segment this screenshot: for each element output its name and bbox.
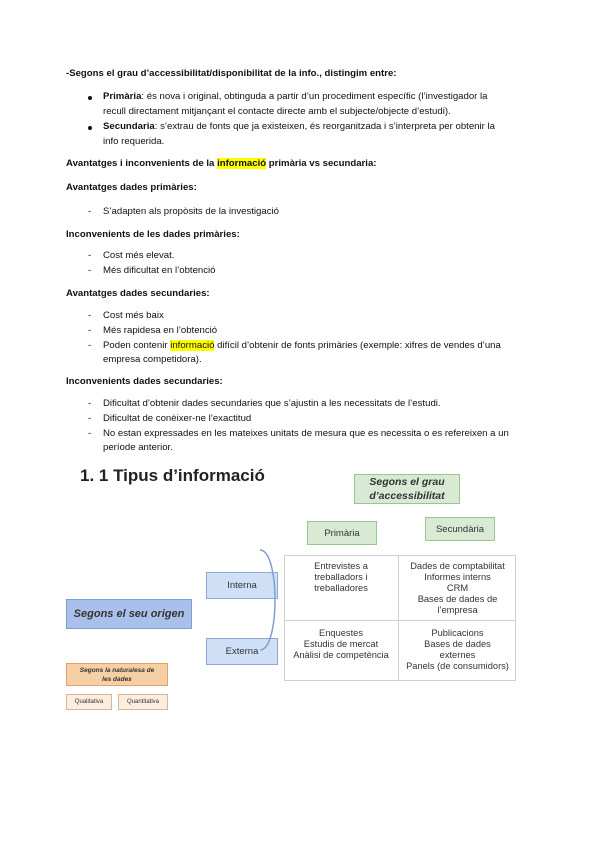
bullet-secundaria — [103, 120, 495, 134]
cell-line: Publicacions — [431, 628, 484, 638]
section-title-inc-sec: Inconvenients dades secundaries: — [66, 376, 223, 387]
list-item: Més rapidesa en l’obtenció — [103, 325, 218, 336]
diagram-title: 1. 1 Tipus d’informació — [80, 466, 265, 485]
dash: - — [88, 428, 92, 439]
dash: - — [88, 398, 92, 409]
cell-line: treballadors i — [314, 572, 368, 582]
primaria-desc: : és nova i original, obtinguda a partir d’un procediment específic (l’investigador la — [141, 91, 488, 102]
list-item: Dificultat d’obtenir dades secundaries que s’ajustin a les necessitats de l’estudi. — [103, 398, 441, 409]
section-title-inc-prim: Inconvenients de les dades primàries: — [66, 229, 240, 240]
secundaria-desc-2: info requerida. — [103, 136, 165, 147]
cell-line: CRM — [446, 583, 469, 593]
nature-box — [66, 663, 168, 686]
qualitativa-box: Qualitativa — [66, 694, 112, 710]
cell-line: Anàlisi de competència — [293, 650, 389, 660]
cell-line: Informes interns — [424, 572, 491, 582]
quantitativa-box: Quantitativa — [118, 694, 168, 710]
cell-line: Entrevistes a — [314, 561, 368, 571]
list-item: S’adapten als propòsits de la investigació — [103, 206, 279, 217]
secundaria-box: Secundària — [425, 517, 495, 541]
heading-before: Avantatges i inconvenients de la — [66, 158, 218, 169]
highlight-informacio: informació — [170, 340, 215, 351]
dash: - — [88, 413, 92, 424]
cell-externa-secundaria — [399, 628, 516, 672]
interna-box: Interna — [206, 572, 278, 599]
list-item: Més dificultat en l’obtenció — [103, 265, 216, 276]
cell-line: externes — [439, 650, 476, 660]
nature-line-1: Segons la naturalesa de — [79, 666, 155, 674]
cell-interna-primaria — [284, 561, 398, 594]
section-title-av-prim: Avantatges dades primàries: — [66, 182, 197, 193]
list-item: No estan expressades en les mateixes unitats de mesura que es necessita o es refereixen a un — [103, 428, 509, 439]
cell-line: Bases de dades — [424, 639, 491, 649]
nature-line-2: les dades — [102, 675, 132, 683]
cell-line: Enquestes — [319, 628, 363, 638]
cell-externa-primaria — [284, 628, 398, 661]
cell-line: treballadores — [314, 583, 368, 593]
section-title-av-sec: Avantatges dades secundaries: — [66, 288, 210, 299]
item-after: difícil d’obtenir de fonts primàries (exemple: xifres de vendes d’una — [214, 340, 501, 351]
heading-avantatges — [66, 157, 377, 171]
intro-text: -Segons el grau d’accessibilitat/disponibilitat de la info., distingim entre: — [66, 68, 397, 79]
externa-box: Externa — [206, 638, 278, 665]
term-secundaria: Secundaria — [103, 121, 155, 132]
list-item: Cost més elevat. — [103, 250, 175, 261]
cell-interna-secundaria — [399, 561, 516, 616]
term-primaria: Primària — [103, 91, 142, 102]
bullet-dot — [88, 126, 92, 130]
secundaria-desc: : s’extrau de fonts que ja existeixen, és reorganitzada i s’interpreta per obtenir la — [154, 121, 495, 132]
list-item-cont: empresa competidora). — [103, 354, 202, 365]
cell-line: l’empresa — [437, 605, 478, 615]
grid-divider-horizontal — [284, 620, 516, 621]
dash: - — [88, 310, 92, 321]
list-item-cont: període anterior. — [103, 442, 173, 453]
cell-line: Dades de comptabilitat — [410, 561, 505, 571]
dash: - — [88, 325, 92, 336]
cell-line: Panels (de consumidors) — [406, 661, 509, 671]
primaria-desc-2: recull directament mitjançant el contacte directe amb el subjecte/objecte d’estudi). — [103, 106, 451, 117]
cell-line: Bases de dades de — [417, 594, 498, 604]
dash: - — [88, 250, 92, 261]
list-item — [103, 339, 501, 353]
bullet-dot — [88, 96, 92, 100]
highlight-informacio: informació — [217, 158, 267, 169]
heading-after: primària vs secundaria: — [266, 158, 377, 169]
bullet-primaria — [103, 90, 488, 104]
accessibility-line-1: Segons el grau — [369, 476, 445, 488]
primaria-box: Primària — [307, 521, 377, 545]
accessibility-box — [354, 474, 460, 504]
connector-curve — [256, 540, 286, 660]
origin-box: Segons el seu origen — [66, 599, 192, 629]
accessibility-line-2: d’accessibilitat — [369, 490, 445, 502]
list-item: Cost més baix — [103, 310, 164, 321]
item-before: Poden contenir — [103, 340, 171, 351]
cell-line: Estudis de mercat — [303, 639, 379, 649]
list-item: Dificultat de conèixer-ne l’exactitud — [103, 413, 252, 424]
dash: - — [88, 340, 92, 351]
dash: - — [88, 265, 92, 276]
dash: - — [88, 206, 92, 217]
